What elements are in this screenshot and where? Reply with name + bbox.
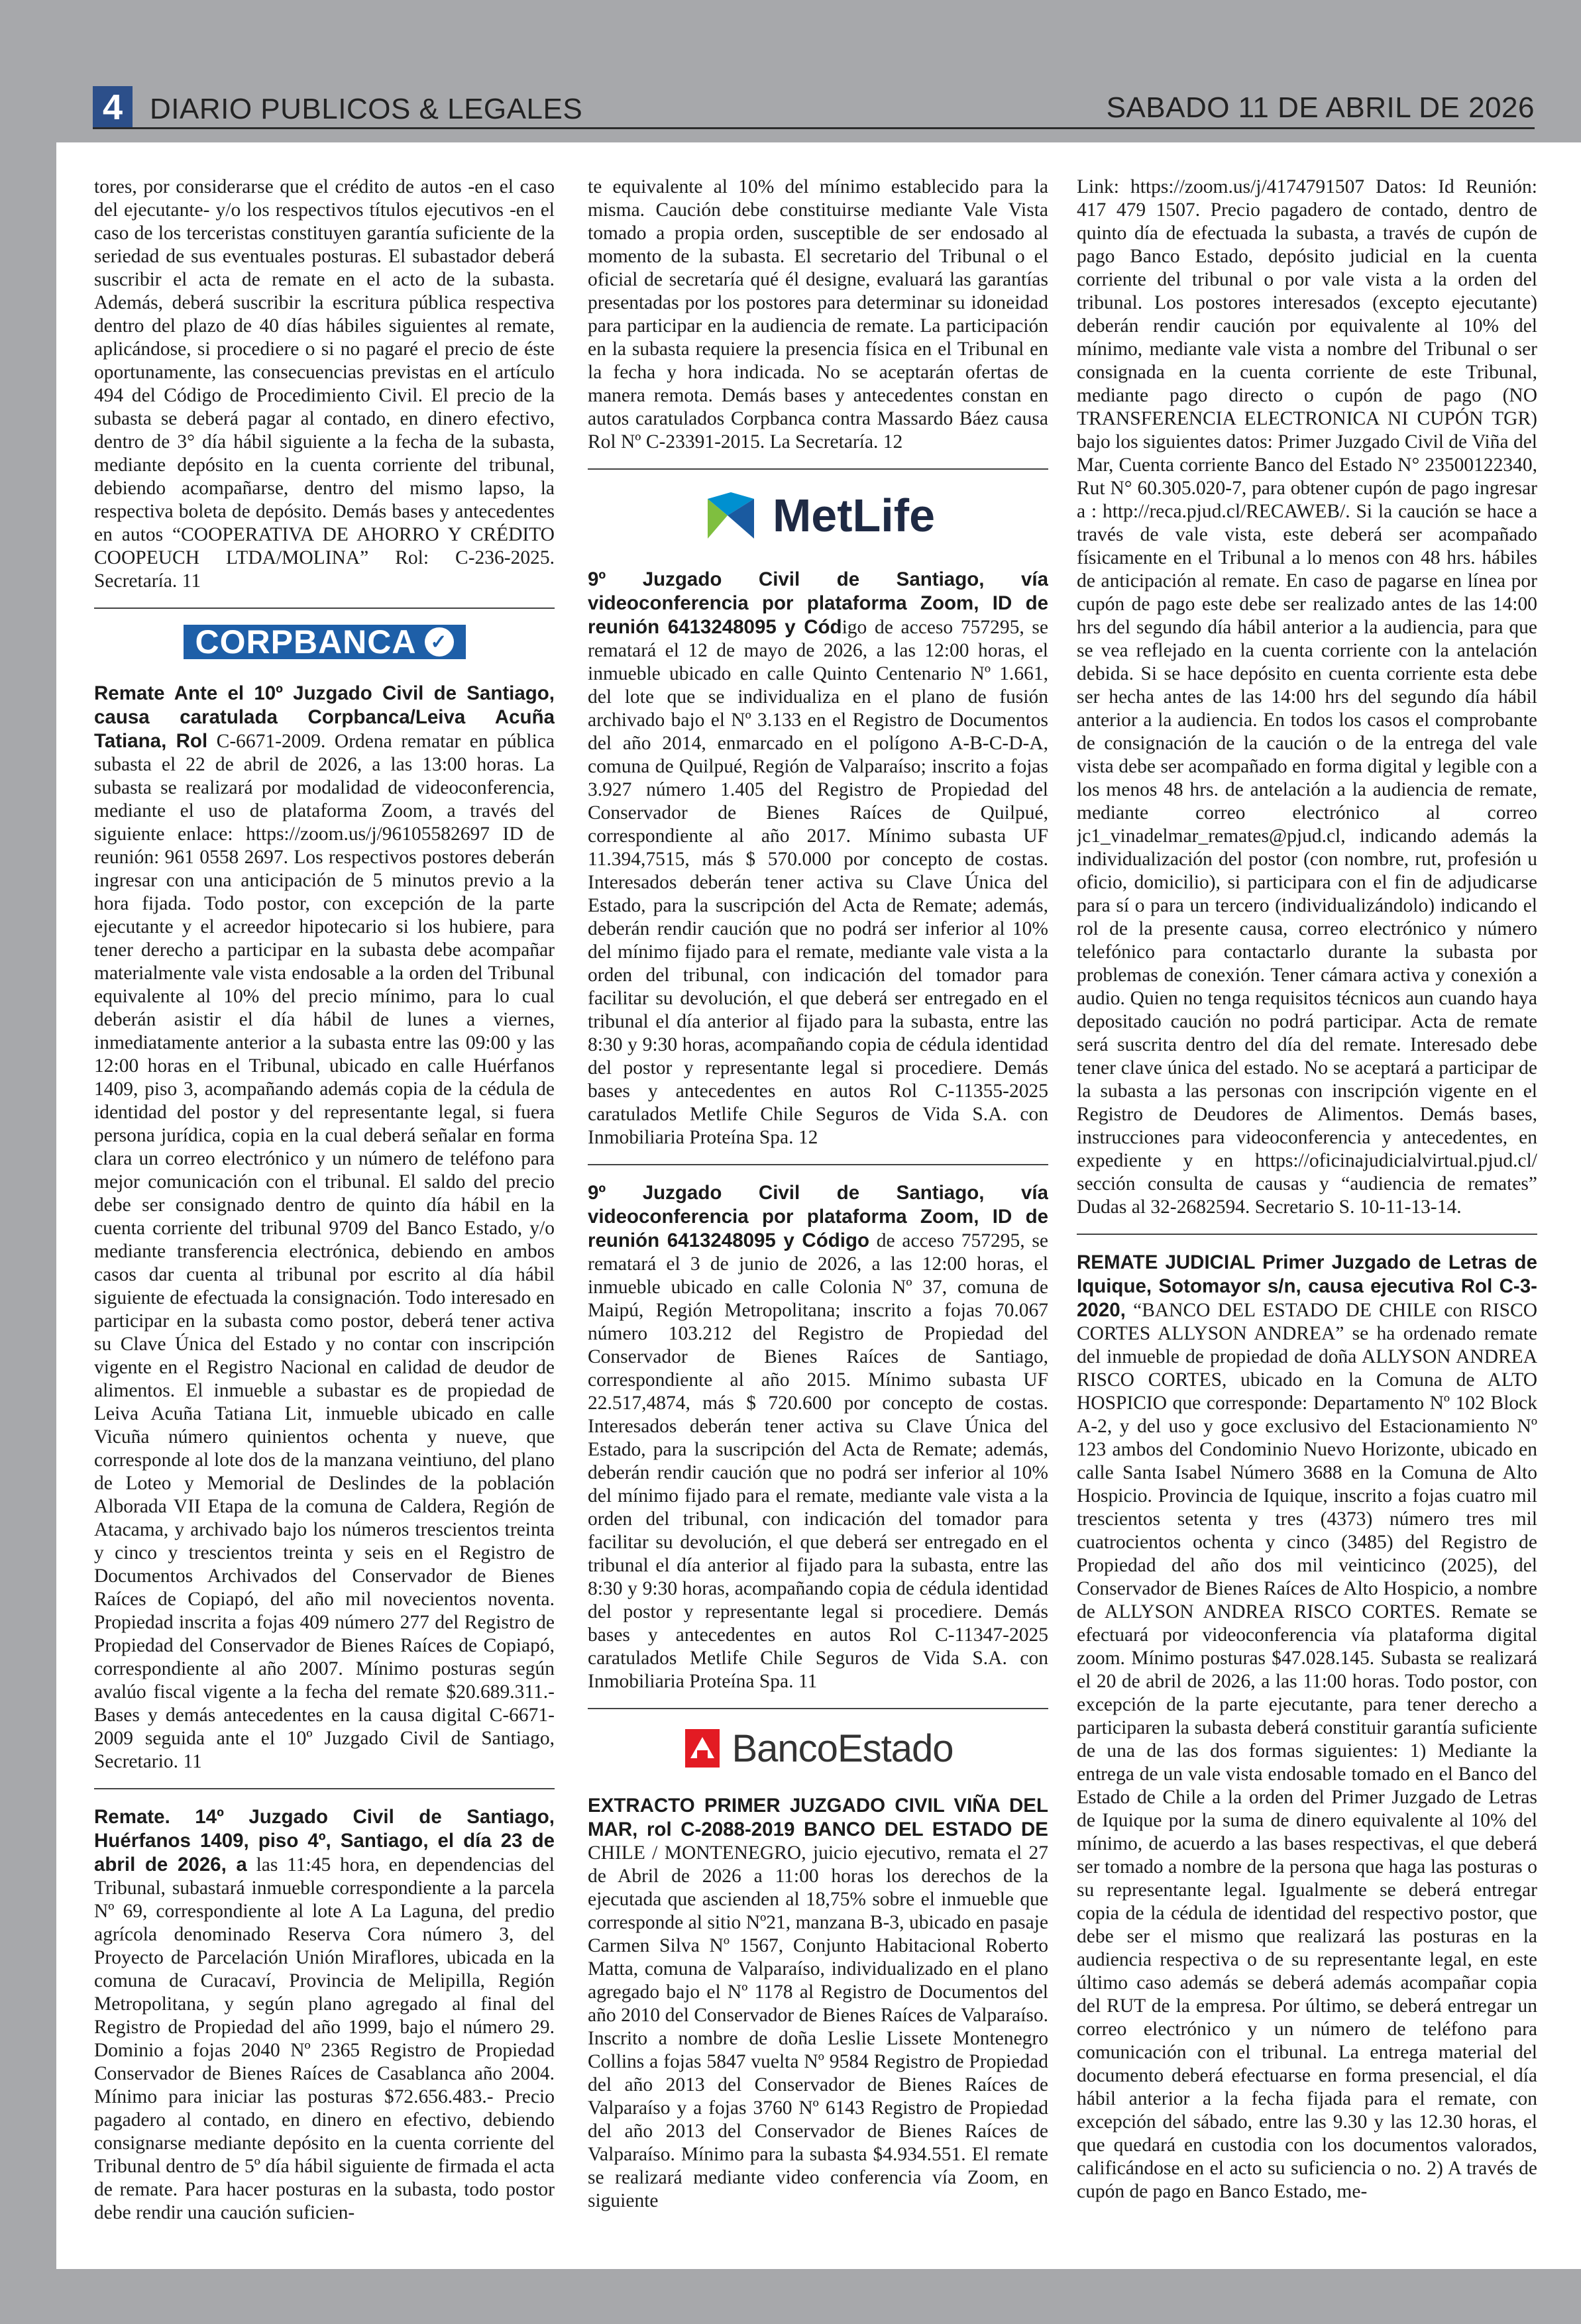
column-1 (94, 176, 555, 2249)
notice-body: “BANCO DEL ESTADO DE CHILE con RISCO CORTES ALLYSON ANDREA” se ha ordenado remate del inmueble de propiedad de doña ALLYSON ANDREA RISCO CORTES, ubicado en la Comuna de ALTO HOSPICIO que corresponde: Departamento Nº 102 Block A-2, y del uso y goce exclusivo del Estacionamiento Nº 123 ambos del Condominio Nuevo Horizonte, ubicado en calle Santa Isabel Número 3688 en la Comuna de Alto Hospicio. Provincia de Iquique, inscrito a fojas cuatro mil trescientos setenta y tres (4373) número tres mil cuatrocientos ochenta y cinco (3485) del Registro de Propiedad del año dos mil veinticinco (2025), del Conservador de Bienes Raíces de Alto Hospicio, a nombre de ALLYSON ANDREA RISCO CORTES. Remate se efectuará por videoconferencia vía plataforma digital zoom. Mínimo posturas $47.028.145. Subasta se realizará el 20 de abril de 2026, a las 11:00 horas. Todo postor, con excepción de la parte ejecutante, para tener derecho a participaren la subasta deberá constituir garantía suficiente de una de las dos formas siguientes: 1) Mediante la entrega de un vale vista endosable tomado en el Banco del Estado de Chile a la orden del Primer Juzgado de Letras de Iquique por la suma de dinero equivalente al 10% del mínimo, de acuerdo a las bases respectivas, el que deberá ser tomado a nombre de la persona que haga las posturas o su representante legal. Igualmente se deberá entregar copia de la cédula de identidad del respectivo postor, que debe ser el mismo que realizará las posturas en la audiencia respectiva o de su representante legal, en este último caso además se deberá además acompañar copia del RUT de la empresa. Por último, se deberá entregar un correo electrónico y un número de teléfono para comunicación con el tribunal. La entrega material del documento deberá efectuarse en forma presencial, el día hábil anterior a la fecha fijada para el remate, con excepción del sábado, entre las 9.30 y las 12.30 horas, el que quedará en custodia con los documentos valorados, calificándose en el acto su suficiencia o no. 2) A través de cupón de pago en Banco Estado, me- (1077, 1300, 1537, 2202)
divider (588, 468, 1048, 470)
bancoestado-wordmark: BancoEstado (732, 1726, 954, 1770)
metlife-mark-icon (701, 486, 761, 545)
notice-corpbanca-massardo: te equivalente al 10% del mínimo establecido para la misma. Caución debe constituirse mediante Vale Vista tomado a propia orden, susceptible de ser endosado al momento de la subasta. El secretario del Tribunal o el oficial de secretaría qué él designe, evaluará las garantías presentadas por los postores para determinar su idoneidad para participar en la audiencia de remate. La participación en la subasta requiere la presencia física en el Tribunal en la fecha y hora indicada. No se aceptarán ofertas de manera remota. Demás bases y antecedentes constan en autos caratulados Corpbanca contra Massardo Báez causa Rol Nº C-23391-2015. La Secretaría. 12 (588, 176, 1048, 452)
notice-heading: REMATE JUDICIAL Primer Juzgado de Letras de Iquique, Sotomayor s/n, causa ejecutiva Rol C-3-2020, (1077, 1251, 1537, 1321)
publication-title: DIARIO PUBLICOS & LEGALES (150, 93, 583, 125)
notice-heading: EXTRACTO PRIMER JUZGADO CIVIL VIÑA DEL MAR, rol C-2088-2019 BANCO DEL ESTADO DE (588, 1795, 1048, 1840)
page-header (93, 86, 1535, 129)
notice-body: C-6671-2009. Ordena rematar en pública subasta el 22 de abril de 2026, a las 13:00 horas. La subasta se realizará por modalidad de videoconferencia, mediante el uso de plataforma Zoom, a través del siguiente enlace: https://zoom.us/j/96105582697 ID de reunión: 961 0558 2697. Los respectivos postores deberán ingresar con una anticipación de 5 minutos previo a la hora fijada. Todo postor, con excepción de la parte ejecutante y el acreedor hipotecario si los hubiere, para tener derecho a participar en la subasta debe acompañar materialmente vale vista endosable a la orden del Tribunal equivalente al 10% del precio mínimo, para lo cual deberán asistir el día hábil de lunes a viernes, inmediatamente anterior a la subasta entre las 09:00 y las 12:00 horas en el Tribunal, ubicado en calle Huérfanos 1409, piso 3, acompañando además copia de la cédula de identidad del postor y del representante legal, si fuera persona jurídica, copia en la cual deberá señalar en forma clara un correo electrónico y un número de teléfono para mejor comunicación con el tribunal. El saldo del precio debe ser consignado dentro de quinto día hábil en la cuenta corriente del tribunal 9709 del Banco Estado, y/o mediante transferencia electrónica, debiendo en ambos casos dar cuenta al tribunal por escrito al día hábil siguiente de efectuada la consignación. Todo interesado en participar en la subasta como postor, deberá tener activa su Clave Única del Estado y no contar con inscripción vigente en el Registro Nacional en calidad de deudor de alimentos. El inmueble a subastar es de propiedad de Leiva Acuña Tatiana Lit, inmueble ubicado en calle Vicuña número quinientos ochenta y nueve, que corresponde al lote dos de la manzana veintiuno, del plano de Loteo y Memorial de Deslindes de la población Alborada VII Etapa de la comuna de Caldera, Región de Atacama, y archivado bajo los números trescientos treinta y cinco y trescientos treinta y seis en el Registro de Documentos Archivados del Conservador de Bienes Raíces de Copiapó, del año mil novecientos noventa. Propiedad inscrita a fojas 409 número 277 del Registro de Propiedad del Conservador de Bienes Raíces de Copiapó, correspondiente al año 2007. Mínimo posturas según avalúo fiscal vigente a la fecha del remate $20.689.311.- Bases y demás antecedentes en la causa digital C-6671-2009 seguida ante el 10º Juzgado Civil de Santiago, Secretario. 11 (94, 731, 555, 1772)
corpbanca-logo (94, 625, 555, 659)
notice-coopeuch: tores, por considerarse que el crédito de autos -en el caso del ejecutante- y/o los respectivos títulos ejecutivos -en el caso de los terceristas constituyen garantía suficiente de la seriedad de sus eventuales posturas. El subastador deberá suscribir el acta de remate en el acto de la subasta. Además, deberá suscribir la escritura pública respectiva dentro del plazo de 40 días hábiles siguientes al remate, aplicándose, si procediere o si no pagaré el precio de éste oportunamente, las consecuencias previstas en el artículo 494 del Código de Procedimiento Civil. El precio de la subasta se deberá pagar al contado, en dinero efectivo, dentro de 3° día hábil siguiente a la fecha de la subasta, mediante depósito en la cuenta corriente del tribunal, debiendo acompañarse, dentro del mismo lapso, la respectiva boleta de depósito. Demás bases y antecedentes en autos “COOPERATIVA DE AHORRO Y CRÉDITO COOPEUCH LTDA/MOLINA” Rol: C-236-2025. Secretaría. 11 (94, 176, 555, 592)
column-3 (1077, 176, 1537, 2249)
column-2 (588, 176, 1048, 2249)
notice-heading: 9º Juzgado Civil de Santiago, vía videoconferencia por plataforma Zoom, ID de reunión 6413248095 y Cód (588, 568, 1048, 638)
notice-body: CHILE / MONTENEGRO, juicio ejecutivo, remata el 27 de Abril de 2026 a 11:00 horas los derechos de la ejecutada que ascienden al 18,75% sobre el inmueble que corresponde al sitio Nº21, manzana B-3, ubicado en pasaje Carmen Silva Nº 1567, Conjunto Habitacional Roberto Matta, comuna de Valparaíso, individualizado en el plano agregado bajo el Nº 1178 al Registro de Documentos del año 2010 del Conservador de Bienes Raíces de Valparaíso. Inscrito a nombre de doña Leslie Lissete Montenegro Collins a fojas 5847 vuelta Nº 9584 Registro de Propiedad del año 2013 del Conservador de Bienes Raíces de Valparaíso y a fojas 3760 Nº 6143 Registro de Propiedad del año 2013 del Conservador de Bienes Raíces de Valparaíso. Mínimo para la subasta $4.934.551. El remate se realizará mediante video conferencia vía Zoom, en siguiente (588, 1842, 1048, 2211)
divider (94, 607, 555, 609)
notice-body: las 11:45 hora, en dependencias del Tribunal, subastará inmueble correspondiente a la parcela Nº 69, correspondiente al lote A La Laguna, del predio agrícola denominado Reserva Cora número 3, del Proyecto de Parcelación Unión Miraflores, ubicada en la comuna de Curacaví, Provincia de Melipilla, Región Metropolitana, y según plano agregado al final del Registro de Propiedad del año 1999, bajo el número 29. Dominio a fojas 2040 Nº 2365 Registro de Propiedad Conservador de Bienes Raíces de Casablanca año 2004. Mínimo para iniciar las posturas $72.656.483.- Precio pagadero al contado, en dinero en efectivo, debiendo consignarse mediante depósito en la cuenta corriente del Tribunal dentro de 5º día hábil siguiente de firmada el acta de remate. Para hacer posturas en la subasta, todo postor debe rendir una caución suficien- (94, 1854, 555, 2223)
bancoestado-logo (588, 1725, 1048, 1771)
newspaper-page (56, 142, 1581, 2269)
corpbanca-wordmark: CORPBANCA (195, 623, 417, 660)
notice-corpbanca-leiva (94, 682, 555, 1773)
metlife-logo (588, 486, 1048, 545)
metlife-wordmark: MetLife (773, 489, 935, 541)
divider (94, 1788, 555, 1789)
notice-body: igo de acceso 757295, se rematará el 12 de mayo de 2026, a las 12:00 horas, el inmueble ubicado en calle Quinto Centenario Nº 1.661, del lote que se individualiza en el plano de fusión archivado bajo el Nº 3.133 en el Registro de Documentos del año 2014, enmarcado en el polígono A-B-C-D-A, comuna de Quilpué, Región de Valparaíso; inscrito a fojas 3.927 número 1.405 del Registro de Propiedad del Conservador de Bienes Raíces de Quilpué, correspondiente al año 2017. Mínimo subasta UF 11.394,7515, más $ 570.000 por concepto de costas. Interesados deberán tener activa su Clave Única del Estado, para la suscripción del Acta de Remate; además, deberán rendir caución que no podrá ser inferior al 10% del mínimo fijado para el remate, mediante vale vista a la orden del tribunal, con indicación del tomador para facilitar su devolución, el que deberá ser entregado en el tribunal el día anterior al fijado para la subasta, entre las 8:30 y 9:30 horas, acompañando copia de cédula identidad del postor y representante legal si procediere. Demás bases y antecedentes en autos Rol C-11355-2025 caratulados Metlife Chile Seguros de Vida S.A. con Inmobiliaria Proteína Spa. 12 (588, 617, 1048, 1148)
publication-date: SABADO 11 DE ABRIL DE 2026 (1106, 91, 1535, 124)
notice-heading: Remate. 14º Juzgado Civil de Santiago, Huérfanos 1409, piso 4º, Santiago, el día 23 de abril de 2026, a (94, 1806, 555, 1875)
notice-vina-del-mar (588, 1794, 1048, 2213)
divider (588, 1164, 1048, 1165)
divider (588, 1708, 1048, 1709)
notice-vina-continued: Link: https://zoom.us/j/4174791507 Datos: Id Reunión: 417 479 1507. Precio pagadero de contado, dentro de quinto día de efectuada la subasta, a través de cupón de pago Banco Estado, depósito judicial en la cuenta corriente del tribunal o por vale vista a la orden del tribunal. Los postores interesados (excepto ejecutante) deberán rendir caución por equivalente al 10% del mínimo, mediante vale vista a nombre del Tribunal o ser consignada en la cuenta corriente de este Tribunal, mediante pago directo o cupón de pago (NO TRANSFERENCIA ELECTRONICA NI CUPÓN TGR) bajo los siguientes datos: Primer Juzgado Civil de Viña del Mar, Cuenta corriente Banco del Estado N° 23500122340, Rut N° 60.305.020-7, para obtener cupón de pago ingresar a : http://reca.pjud.cl/RECAWEB/. Si la caución se hace a través de vale vista, este deberá ser acompañado físicamente en el Tribunal a lo menos con 48 hrs. hábiles de anticipación al remate. En caso de pagarse en línea por cupón de pago este debe ser realizado antes de las 14:00 hrs del segundo día hábil anterior a la audiencia, para que se vea reflejado en la cuenta corriente con la antelación debida. Si se hace depósito en cuenta corriente esta debe ser hecha antes de las 14:00 hrs del segundo día hábil anterior a la audiencia. En todos los casos el comprobante de consignación de la caución o de la entrega del vale vista debe ser acompañado en forma digital y legible con a los menos 48 hrs. de antelación a la audiencia de remate, mediante correo electrónico al correo jc1_vinadelmar_remates@pjud.cl, indicando además la individualización del postor (con nombre, rut, profesión u oficio, domicilio), si participara con el fin de adjudicarse para sí o para un tercero (individualizándolo) indicando el rol de la presente causa, correo electrónico y número telefónico para contactarlo durante la subasta por problemas de conexión. Tener cámara activa y conexión a audio. Quien no tenga requisitos técnicos aun cuando haya depositado caución no podrá participar. Acta de remate será suscrita dentro del día del remate. Interesado debe tener clave única del estado. No se aceptará a participar de la subasta a las personas con inscripción vigente en el Registro de Deudores de Alimentos. Demás bases, instrucciones para videoconferencia y antecedentes, en expediente y en https://oficinajudicialvirtual.pjud.cl/ sección consulta de causas y “audiencia de remates” Dudas al 32-2682594. Secretario S. 10-11-13-14. (1077, 176, 1537, 1218)
notice-heading: Remate Ante el 10º Juzgado Civil de Santiago, causa caratulada Corpbanca/Leiva Acuña Tatiana, Rol (94, 682, 555, 752)
corpbanca-check-icon: ✓ (425, 627, 454, 657)
notice-metlife-maipu (588, 1181, 1048, 1693)
notice-metlife-quilpue (588, 568, 1048, 1149)
page-number: 4 (93, 86, 133, 127)
notice-heading: 9º Juzgado Civil de Santiago, vía videoconferencia por plataforma Zoom, ID de reunión 6413248095 y Código (588, 1182, 1048, 1251)
divider (1077, 1234, 1537, 1235)
notice-body: de acceso 757295, se rematará el 3 de junio de 2026, a las 12:00 horas, el inmueble ubicado en calle Colonia Nº 37, comuna de Maipú, Región Metropolitana; inscrito a fojas 70.067 número 103.212 del Registro de Propiedad del Conservador de Bienes Raíces de Santiago, correspondiente al año 2015. Mínimo subasta UF 22.517,4874, más $ 720.600 por concepto de costas. Interesados deberán tener activa su Clave Única del Estado, para la suscripción del Acta de Remate; además, deberán rendir caución que no podrá ser inferior al 10% del mínimo fijado para el remate, mediante vale vista a la orden del tribunal, con indicación del tomador para facilitar su devolución, el que deberá ser entregado en el tribunal el día anterior al fijado para la subasta, entre las 8:30 y 9:30 horas, acompañando copia de cédula identidad del postor y representante legal si procediere. Demás bases y antecedentes en autos Rol C-11347-2025 caratulados Metlife Chile Seguros de Vida S.A. con Inmobiliaria Proteína Spa. 11 (588, 1230, 1048, 1692)
notice-14-juzgado (94, 1805, 555, 2225)
bancoestado-mark-icon (682, 1725, 722, 1771)
notice-iquique (1077, 1251, 1537, 2203)
